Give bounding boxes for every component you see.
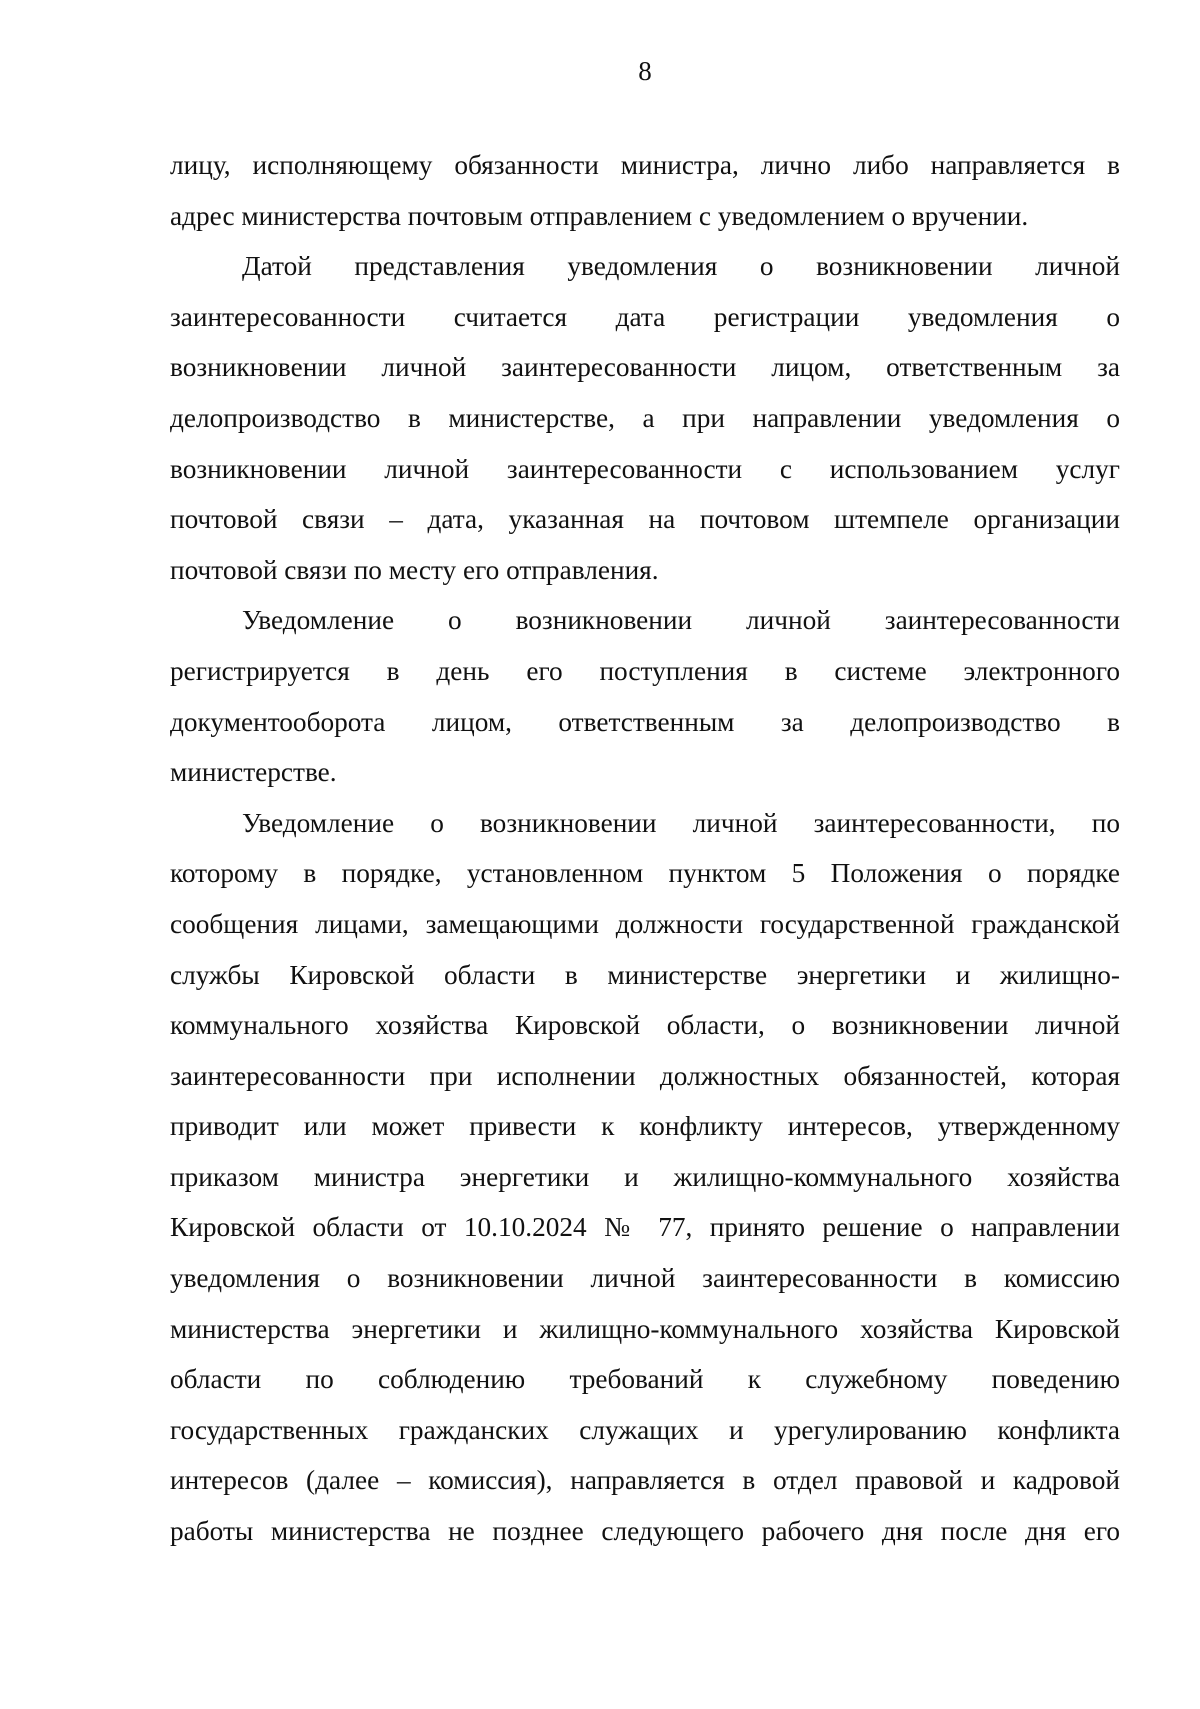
- text-line: возникновении личной заинтересованности лицом, ответственным за: [170, 352, 1120, 383]
- text-line: возникновении личной заинтересованности с использованием услуг: [170, 453, 1120, 484]
- page-number: 8: [638, 56, 652, 86]
- text-line: регистрируется в день его поступления в системе электронного: [170, 655, 1120, 686]
- text-line: адрес министерства почтовым отправлением с уведомлением о вручении.: [170, 200, 1029, 231]
- text-line: Датой представления уведомления о возникновении личной: [242, 251, 1120, 282]
- text-line: заинтересованности при исполнении должностных обязанностей, которая: [170, 1060, 1120, 1091]
- text-line: сообщения лицами, замещающими должности государственной гражданской: [170, 908, 1120, 939]
- text-line: уведомления о возникновении личной заинтересованности в комиссию: [170, 1263, 1120, 1294]
- text-line: почтовой связи – дата, указанная на почтовом штемпеле организации: [170, 504, 1120, 535]
- text-line: приказом министра энергетики и жилищно-коммунального хозяйства: [170, 1161, 1120, 1192]
- body-text: [170, 140, 1120, 1557]
- text-line: области по соблюдению требований к служебному поведению: [170, 1364, 1120, 1395]
- text-line: лицу, исполняющему обязанности министра, лично либо направляется в: [170, 150, 1120, 180]
- text-line: службы Кировской области в министерстве энергетики и жилищно-: [170, 959, 1120, 990]
- text-line: приводит или может привести к конфликту интересов, утвержденному: [170, 1111, 1120, 1142]
- text-line: делопроизводство в министерстве, а при направлении уведомления о: [170, 402, 1120, 433]
- text-line: министерстве.: [170, 757, 337, 788]
- text-line: Кировской области от 10.10.2024 № 77, принято решение о направлении: [170, 1212, 1120, 1243]
- text-line: заинтересованности считается дата регистрации уведомления о: [170, 301, 1120, 332]
- text-line: документооборота лицом, ответственным за делопроизводство в: [170, 706, 1120, 737]
- text-line: коммунального хозяйства Кировской области, о возникновении личной: [170, 1010, 1120, 1041]
- text-line: почтовой связи по месту его отправления.: [170, 554, 659, 585]
- text-line: государственных гражданских служащих и урегулированию конфликта: [170, 1414, 1120, 1445]
- text-line: Уведомление о возникновении личной заинтересованности, по: [242, 807, 1120, 838]
- text-line: которому в порядке, установленном пунктом 5 Положения о порядке: [170, 858, 1120, 889]
- text-line: интересов (далее – комиссия), направляется в отдел правовой и кадровой: [170, 1465, 1120, 1496]
- text-line: министерства энергетики и жилищно-коммунального хозяйства Кировской: [170, 1313, 1120, 1344]
- text-line: Уведомление о возникновении личной заинтересованности: [242, 605, 1120, 636]
- text-line: работы министерства не позднее следующего рабочего дня после дня его: [170, 1516, 1120, 1547]
